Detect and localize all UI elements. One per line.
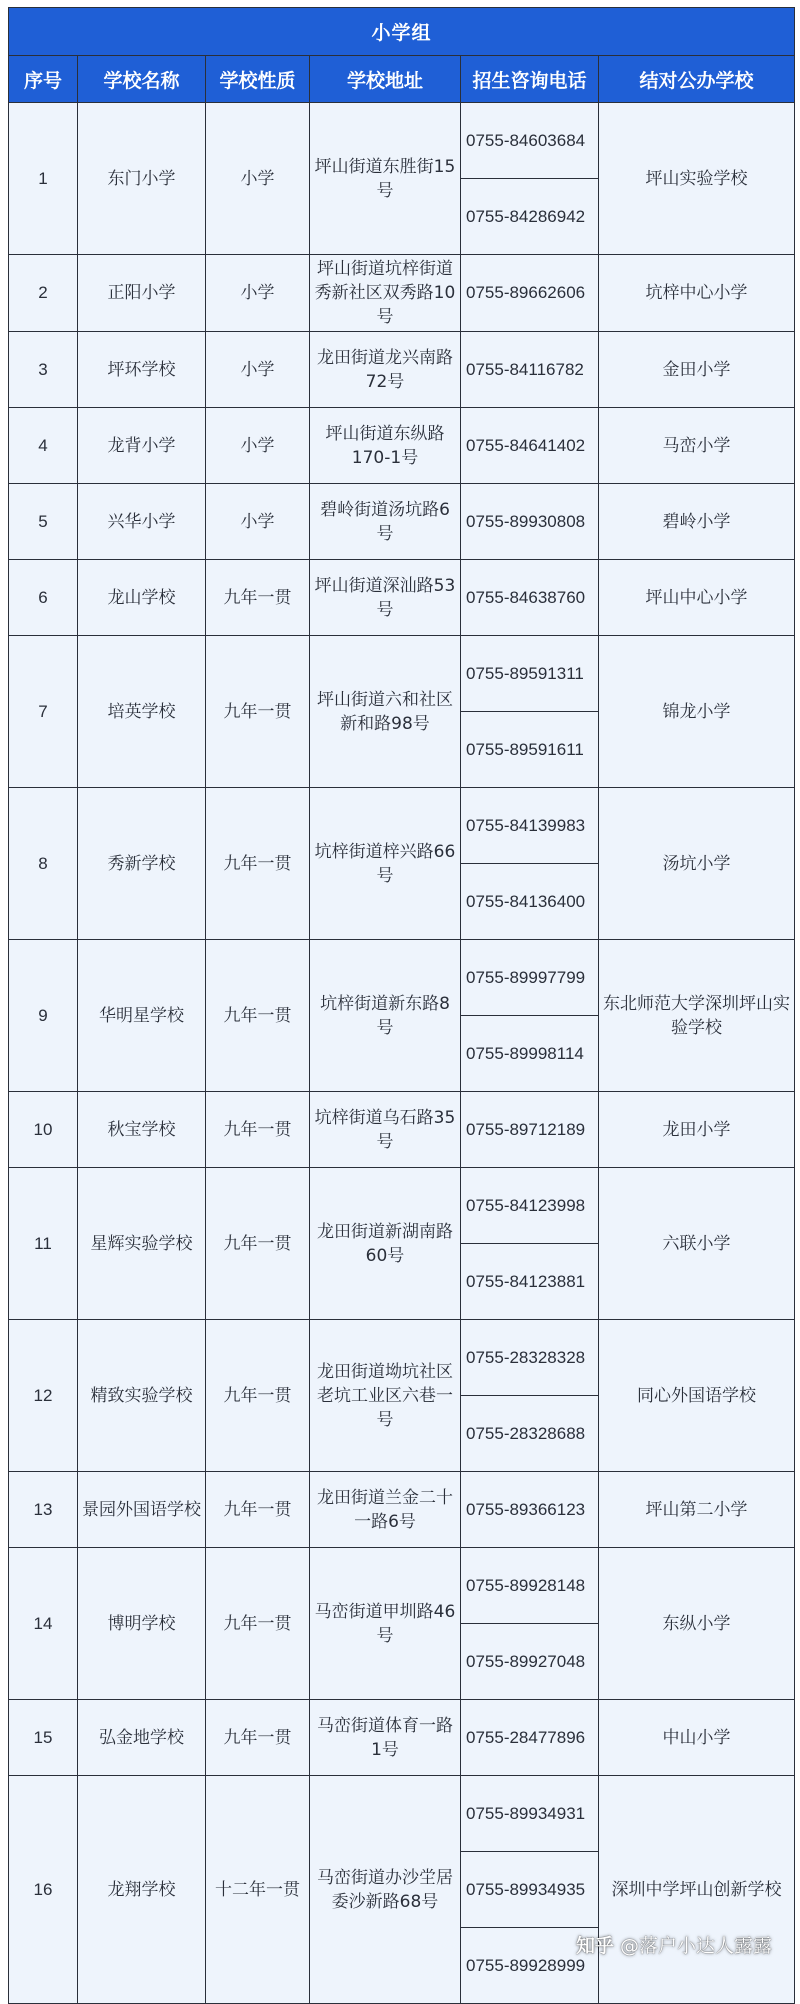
cell-phone: 0755-89997799: [461, 940, 599, 1016]
cell-phone: 0755-89662606: [461, 255, 599, 332]
cell-school-name: 星辉实验学校: [78, 1168, 206, 1320]
cell-phone: 0755-84641402: [461, 408, 599, 484]
zhihu-watermark: [576, 1931, 772, 1958]
cell-partner-school: 坪山第二小学: [599, 1472, 795, 1548]
cell-address: 坑梓街道新东路8号: [310, 940, 461, 1092]
cell-phone: 0755-89928999: [461, 1928, 599, 2004]
cell-index: 15: [9, 1700, 78, 1776]
cell-school-type: 九年一贯: [206, 1472, 310, 1548]
cell-address: 龙田街道兰金二十一路6号: [310, 1472, 461, 1548]
cell-school-type: 十二年一贯: [206, 1776, 310, 2004]
cell-index: 11: [9, 1168, 78, 1320]
table-row: [9, 940, 795, 1016]
table-body: [9, 103, 795, 2004]
cell-partner-school: 坪山实验学校: [599, 103, 795, 255]
cell-address: 坪山街道深汕路53号: [310, 560, 461, 636]
cell-address: 坪山街道六和社区新和路98号: [310, 636, 461, 788]
cell-partner-school: 同心外国语学校: [599, 1320, 795, 1472]
table-title: 小学组: [9, 8, 795, 56]
cell-address: 坑梓街道梓兴路66号: [310, 788, 461, 940]
cell-index: 13: [9, 1472, 78, 1548]
cell-phone: 0755-89934935: [461, 1852, 599, 1928]
table-row: [9, 1092, 795, 1168]
table-row: [9, 1472, 795, 1548]
table-row: [9, 636, 795, 712]
cell-partner-school: 六联小学: [599, 1168, 795, 1320]
cell-partner-school: 汤坑小学: [599, 788, 795, 940]
header-phone: 招生咨询电话: [461, 56, 599, 103]
cell-school-name: 秀新学校: [78, 788, 206, 940]
watermark-author: @落户小达人露露: [619, 1935, 772, 1957]
cell-phone: 0755-89366123: [461, 1472, 599, 1548]
cell-school-name: 龙山学校: [78, 560, 206, 636]
table-row: [9, 255, 795, 332]
cell-phone: 0755-84123881: [461, 1244, 599, 1320]
cell-school-type: 九年一贯: [206, 1092, 310, 1168]
cell-school-name: 坪环学校: [78, 332, 206, 408]
cell-index: 9: [9, 940, 78, 1092]
zhihu-logo: 知乎: [575, 1935, 614, 1957]
cell-school-type: 九年一贯: [206, 940, 310, 1092]
table-row: [9, 1776, 795, 1852]
cell-index: 12: [9, 1320, 78, 1472]
cell-school-name: 龙翔学校: [78, 1776, 206, 2004]
cell-school-type: 小学: [206, 103, 310, 255]
cell-index: 10: [9, 1092, 78, 1168]
cell-index: 1: [9, 103, 78, 255]
table-row: [9, 560, 795, 636]
cell-partner-school: 深圳中学坪山创新学校: [599, 1776, 795, 2004]
cell-phone: 0755-84136400: [461, 864, 599, 940]
cell-index: 3: [9, 332, 78, 408]
cell-school-name: 景园外国语学校: [78, 1472, 206, 1548]
cell-partner-school: 龙田小学: [599, 1092, 795, 1168]
cell-school-type: 九年一贯: [206, 1548, 310, 1700]
cell-phone: 0755-28328328: [461, 1320, 599, 1396]
header-partner-school: 结对公办学校: [599, 56, 795, 103]
cell-partner-school: 坪山中心小学: [599, 560, 795, 636]
cell-phone: 0755-89712189: [461, 1092, 599, 1168]
cell-school-name: 弘金地学校: [78, 1700, 206, 1776]
cell-address: 马峦街道甲圳路46号: [310, 1548, 461, 1700]
cell-index: 16: [9, 1776, 78, 2004]
cell-school-name: 正阳小学: [78, 255, 206, 332]
cell-partner-school: 坑梓中心小学: [599, 255, 795, 332]
cell-partner-school: 碧岭小学: [599, 484, 795, 560]
school-table-sheet: [8, 7, 794, 2004]
cell-school-name: 东门小学: [78, 103, 206, 255]
table-row: [9, 1548, 795, 1624]
cell-phone: 0755-89998114: [461, 1016, 599, 1092]
cell-address: 马峦街道体育一路1号: [310, 1700, 461, 1776]
table-row: [9, 1168, 795, 1244]
cell-phone: 0755-28328688: [461, 1396, 599, 1472]
cell-phone: 0755-28477896: [461, 1700, 599, 1776]
cell-school-name: 培英学校: [78, 636, 206, 788]
table-row: [9, 484, 795, 560]
cell-phone: 0755-84139983: [461, 788, 599, 864]
table-row: [9, 1700, 795, 1776]
cell-phone: 0755-89928148: [461, 1548, 599, 1624]
header-school-address: 学校地址: [310, 56, 461, 103]
cell-school-name: 秋宝学校: [78, 1092, 206, 1168]
table-row: [9, 788, 795, 864]
cell-school-type: 小学: [206, 408, 310, 484]
cell-school-name: 华明星学校: [78, 940, 206, 1092]
cell-address: 龙田街道坳坑社区老坑工业区六巷一号: [310, 1320, 461, 1472]
header-school-type: 学校性质: [206, 56, 310, 103]
cell-index: 5: [9, 484, 78, 560]
cell-index: 7: [9, 636, 78, 788]
header-index: 序号: [9, 56, 78, 103]
cell-school-name: 兴华小学: [78, 484, 206, 560]
cell-school-type: 小学: [206, 332, 310, 408]
cell-partner-school: 东北师范大学深圳坪山实验学校: [599, 940, 795, 1092]
cell-phone: 0755-84123998: [461, 1168, 599, 1244]
table-row: [9, 408, 795, 484]
table-row: [9, 103, 795, 179]
cell-phone: 0755-84603684: [461, 103, 599, 179]
cell-school-type: 九年一贯: [206, 1320, 310, 1472]
table-row: [9, 1320, 795, 1396]
cell-partner-school: 马峦小学: [599, 408, 795, 484]
cell-phone: 0755-89927048: [461, 1624, 599, 1700]
cell-phone: 0755-89930808: [461, 484, 599, 560]
cell-address: 龙田街道新湖南路60号: [310, 1168, 461, 1320]
cell-index: 4: [9, 408, 78, 484]
cell-school-type: 小学: [206, 255, 310, 332]
cell-phone: 0755-89934931: [461, 1776, 599, 1852]
cell-phone: 0755-89591611: [461, 712, 599, 788]
header-school-name: 学校名称: [78, 56, 206, 103]
cell-phone: 0755-84286942: [461, 179, 599, 255]
cell-school-name: 博明学校: [78, 1548, 206, 1700]
cell-index: 8: [9, 788, 78, 940]
primary-school-table: [8, 7, 795, 2004]
cell-index: 14: [9, 1548, 78, 1700]
cell-address: 龙田街道龙兴南路72号: [310, 332, 461, 408]
cell-school-type: 九年一贯: [206, 788, 310, 940]
cell-partner-school: 东纵小学: [599, 1548, 795, 1700]
cell-address: 碧岭街道汤坑路6号: [310, 484, 461, 560]
cell-address: 坪山街道东纵路170-1号: [310, 408, 461, 484]
cell-school-name: 精致实验学校: [78, 1320, 206, 1472]
cell-school-type: 九年一贯: [206, 636, 310, 788]
cell-phone: 0755-84116782: [461, 332, 599, 408]
cell-school-type: 九年一贯: [206, 560, 310, 636]
cell-address: 坪山街道坑梓街道秀新社区双秀路10号: [310, 255, 461, 332]
cell-school-type: 九年一贯: [206, 1168, 310, 1320]
cell-school-name: 龙背小学: [78, 408, 206, 484]
cell-address: 坪山街道东胜街15号: [310, 103, 461, 255]
cell-school-type: 九年一贯: [206, 1700, 310, 1776]
cell-phone: 0755-89591311: [461, 636, 599, 712]
cell-address: 马峦街道办沙坣居委沙新路68号: [310, 1776, 461, 2004]
cell-index: 2: [9, 255, 78, 332]
cell-partner-school: 锦龙小学: [599, 636, 795, 788]
cell-phone: 0755-84638760: [461, 560, 599, 636]
cell-address: 坑梓街道乌石路35号: [310, 1092, 461, 1168]
cell-partner-school: 金田小学: [599, 332, 795, 408]
cell-partner-school: 中山小学: [599, 1700, 795, 1776]
cell-index: 6: [9, 560, 78, 636]
cell-school-type: 小学: [206, 484, 310, 560]
table-row: [9, 332, 795, 408]
